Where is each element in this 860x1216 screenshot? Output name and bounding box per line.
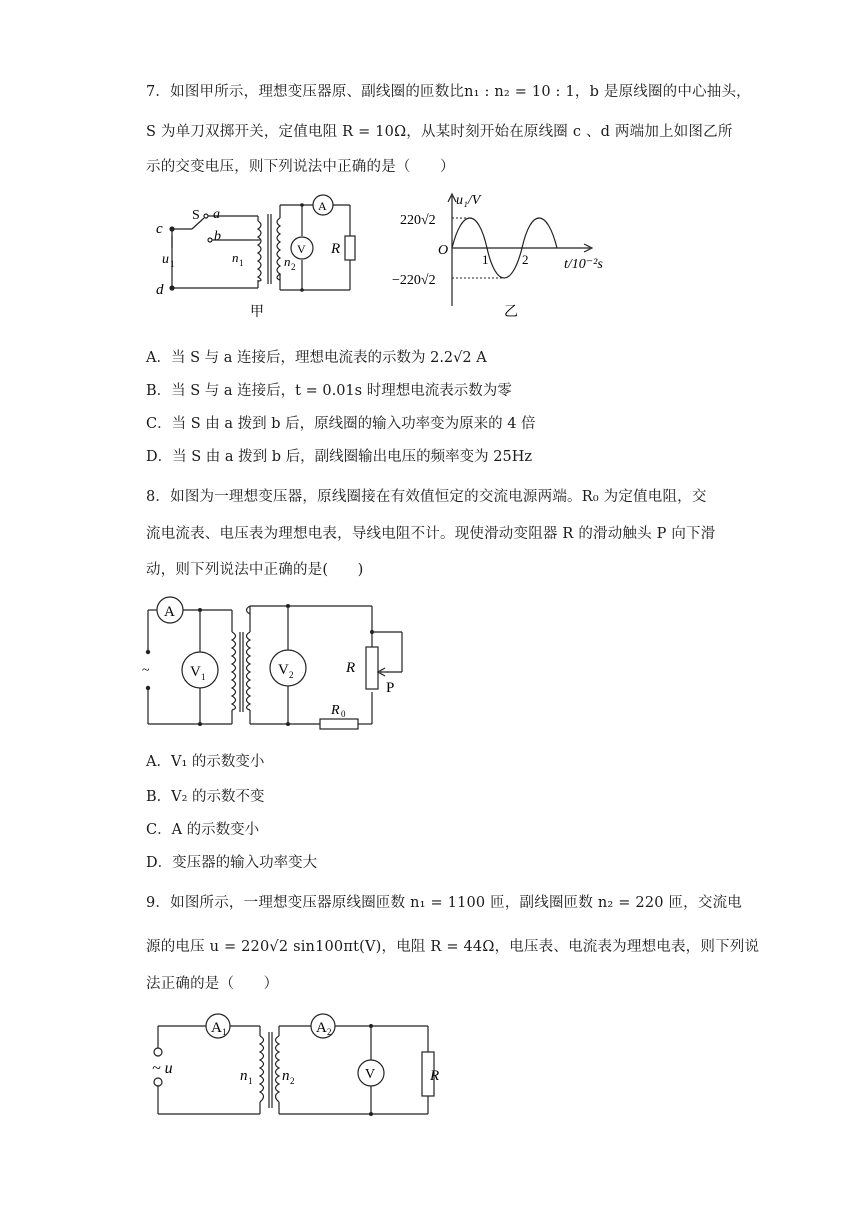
q8-option-d[interactable]: D．变压器的输入功率变大 xyxy=(146,855,318,871)
q8-option-b[interactable]: B．V₂ 的示数不变 xyxy=(146,789,265,805)
q9-stem-line-2: 源的电压 u = 220√2 sin100πt(V)，电阻 R = 44Ω，电压表、电流表为理想电表，则下列说 xyxy=(146,939,760,955)
q8-v1-label: V xyxy=(190,664,201,680)
q7-stem-line-2: S 为单刀双掷开关，定值电阻 R = 10Ω，从某时刻开始在原线圈 c 、d 两端加上如图乙所 xyxy=(146,124,733,140)
q7-graph-ylabel: u₁/V xyxy=(456,193,481,208)
q8-stem-line-2: 流电流表、电压表为理想电表，导线电阻不计。现使滑动变阻器 R 的滑动触头 P 向下滑 xyxy=(146,526,716,542)
q7-stem-line-1: 7．如图甲所示，理想变压器原、副线圈的匝数比n₁ : n₂ = 10 : 1，b 是原线圈的中心抽头， xyxy=(146,84,751,100)
q8-v2-label: V xyxy=(278,662,289,678)
q9-n2-sub: 2 xyxy=(290,1076,295,1086)
q9-n1-label: n xyxy=(240,1068,248,1084)
q9-a2-label: A xyxy=(316,1020,327,1036)
q9-a1-sub: 1 xyxy=(222,1027,227,1037)
q7-voltmeter-label: V xyxy=(297,242,306,256)
q7-voltage-graph-yi xyxy=(390,188,620,323)
q9-stem-line-3: 法正确的是（ ） xyxy=(146,976,279,992)
q9-a1-label: A xyxy=(211,1020,222,1036)
q8-v2-sub: 2 xyxy=(289,670,294,680)
q9-n1-sub: 1 xyxy=(248,1076,253,1086)
q8-r0-sub: 0 xyxy=(341,709,346,719)
q8-slider-p-label: P xyxy=(386,680,395,696)
q8-rheostat-label: R xyxy=(346,660,356,676)
q7-label-r: R xyxy=(331,241,341,257)
q7-caption-yi: 乙 xyxy=(504,305,518,320)
q8-r0-label: R xyxy=(331,703,340,718)
q7-graph-origin: O xyxy=(438,243,449,258)
q7-graph-xtick-1: 1 xyxy=(482,252,489,267)
q8-circuit-diagram xyxy=(140,592,420,732)
q7-option-b[interactable]: B．当 S 与 a 连接后，t = 0.01s 时理想电流表示数为零 xyxy=(146,383,512,399)
q7-circuit-diagram-jia xyxy=(150,188,370,323)
q7-stem-line-3: 示的交变电压，则下列说法中正确的是（ ） xyxy=(146,159,455,175)
q8-ac-source-label: ~ xyxy=(142,663,150,678)
q7-label-n1: n xyxy=(232,250,239,265)
q8-option-c[interactable]: C．A 的示数变小 xyxy=(146,822,260,838)
q7-option-a[interactable]: A．当 S 与 a 连接后，理想电流表的示数为 2.2√2 A xyxy=(146,350,487,366)
q7-label-n2: n xyxy=(284,254,291,269)
q8-option-a[interactable]: A．V₁ 的示数变小 xyxy=(146,754,265,770)
q8-ammeter-label: A xyxy=(164,604,175,620)
q7-label-s: S xyxy=(192,208,200,223)
q8-v1-sub: 1 xyxy=(201,672,206,682)
q8-stem-line-1: 8．如图为一理想变压器，原线圈接在有效值恒定的交流电源两端。R₀ 为定值电阻，交 xyxy=(146,489,707,505)
q7-label-b: b xyxy=(214,229,221,244)
q7-graph-xtick-2: 2 xyxy=(522,252,529,267)
q9-circuit-diagram xyxy=(148,1010,448,1125)
q9-source-label: ~ u xyxy=(152,1060,173,1077)
q7-label-u1-sub: 1 xyxy=(170,259,175,269)
q9-a2-sub: 2 xyxy=(327,1027,332,1037)
q9-stem-line-1: 9．如图所示，一理想变压器原线圈匝数 n₁ = 1100 匝，副线圈匝数 n₂ = 220 匝，交流电 xyxy=(146,895,742,911)
q7-label-u1: u xyxy=(162,252,169,267)
q7-ammeter-label: A xyxy=(318,199,327,213)
q7-graph-ytick-top: 220√2 xyxy=(400,213,436,228)
q7-label-a: a xyxy=(213,207,220,222)
q7-graph-ytick-bottom: −220√2 xyxy=(392,273,436,288)
q7-graph-xlabel: t/10⁻²s xyxy=(564,257,603,272)
q7-caption-jia: 甲 xyxy=(250,305,264,320)
q9-voltmeter-label: V xyxy=(365,1067,376,1082)
q7-label-d: d xyxy=(156,282,164,298)
q7-label-n2-sub: 2 xyxy=(291,262,296,272)
q7-label-c: c xyxy=(156,221,163,237)
q7-option-d[interactable]: D．当 S 由 a 拨到 b 后，副线圈输出电压的频率变为 25Hz xyxy=(146,449,532,465)
q7-option-c[interactable]: C．当 S 由 a 拨到 b 后，原线圈的输入功率变为原来的 4 倍 xyxy=(146,416,536,432)
q9-n2-label: n xyxy=(282,1068,290,1084)
q7-label-n1-sub: 1 xyxy=(239,258,244,268)
q9-resistor-label: R xyxy=(430,1068,440,1084)
q8-stem-line-3: 动，则下列说法中正确的是( ) xyxy=(146,562,364,578)
